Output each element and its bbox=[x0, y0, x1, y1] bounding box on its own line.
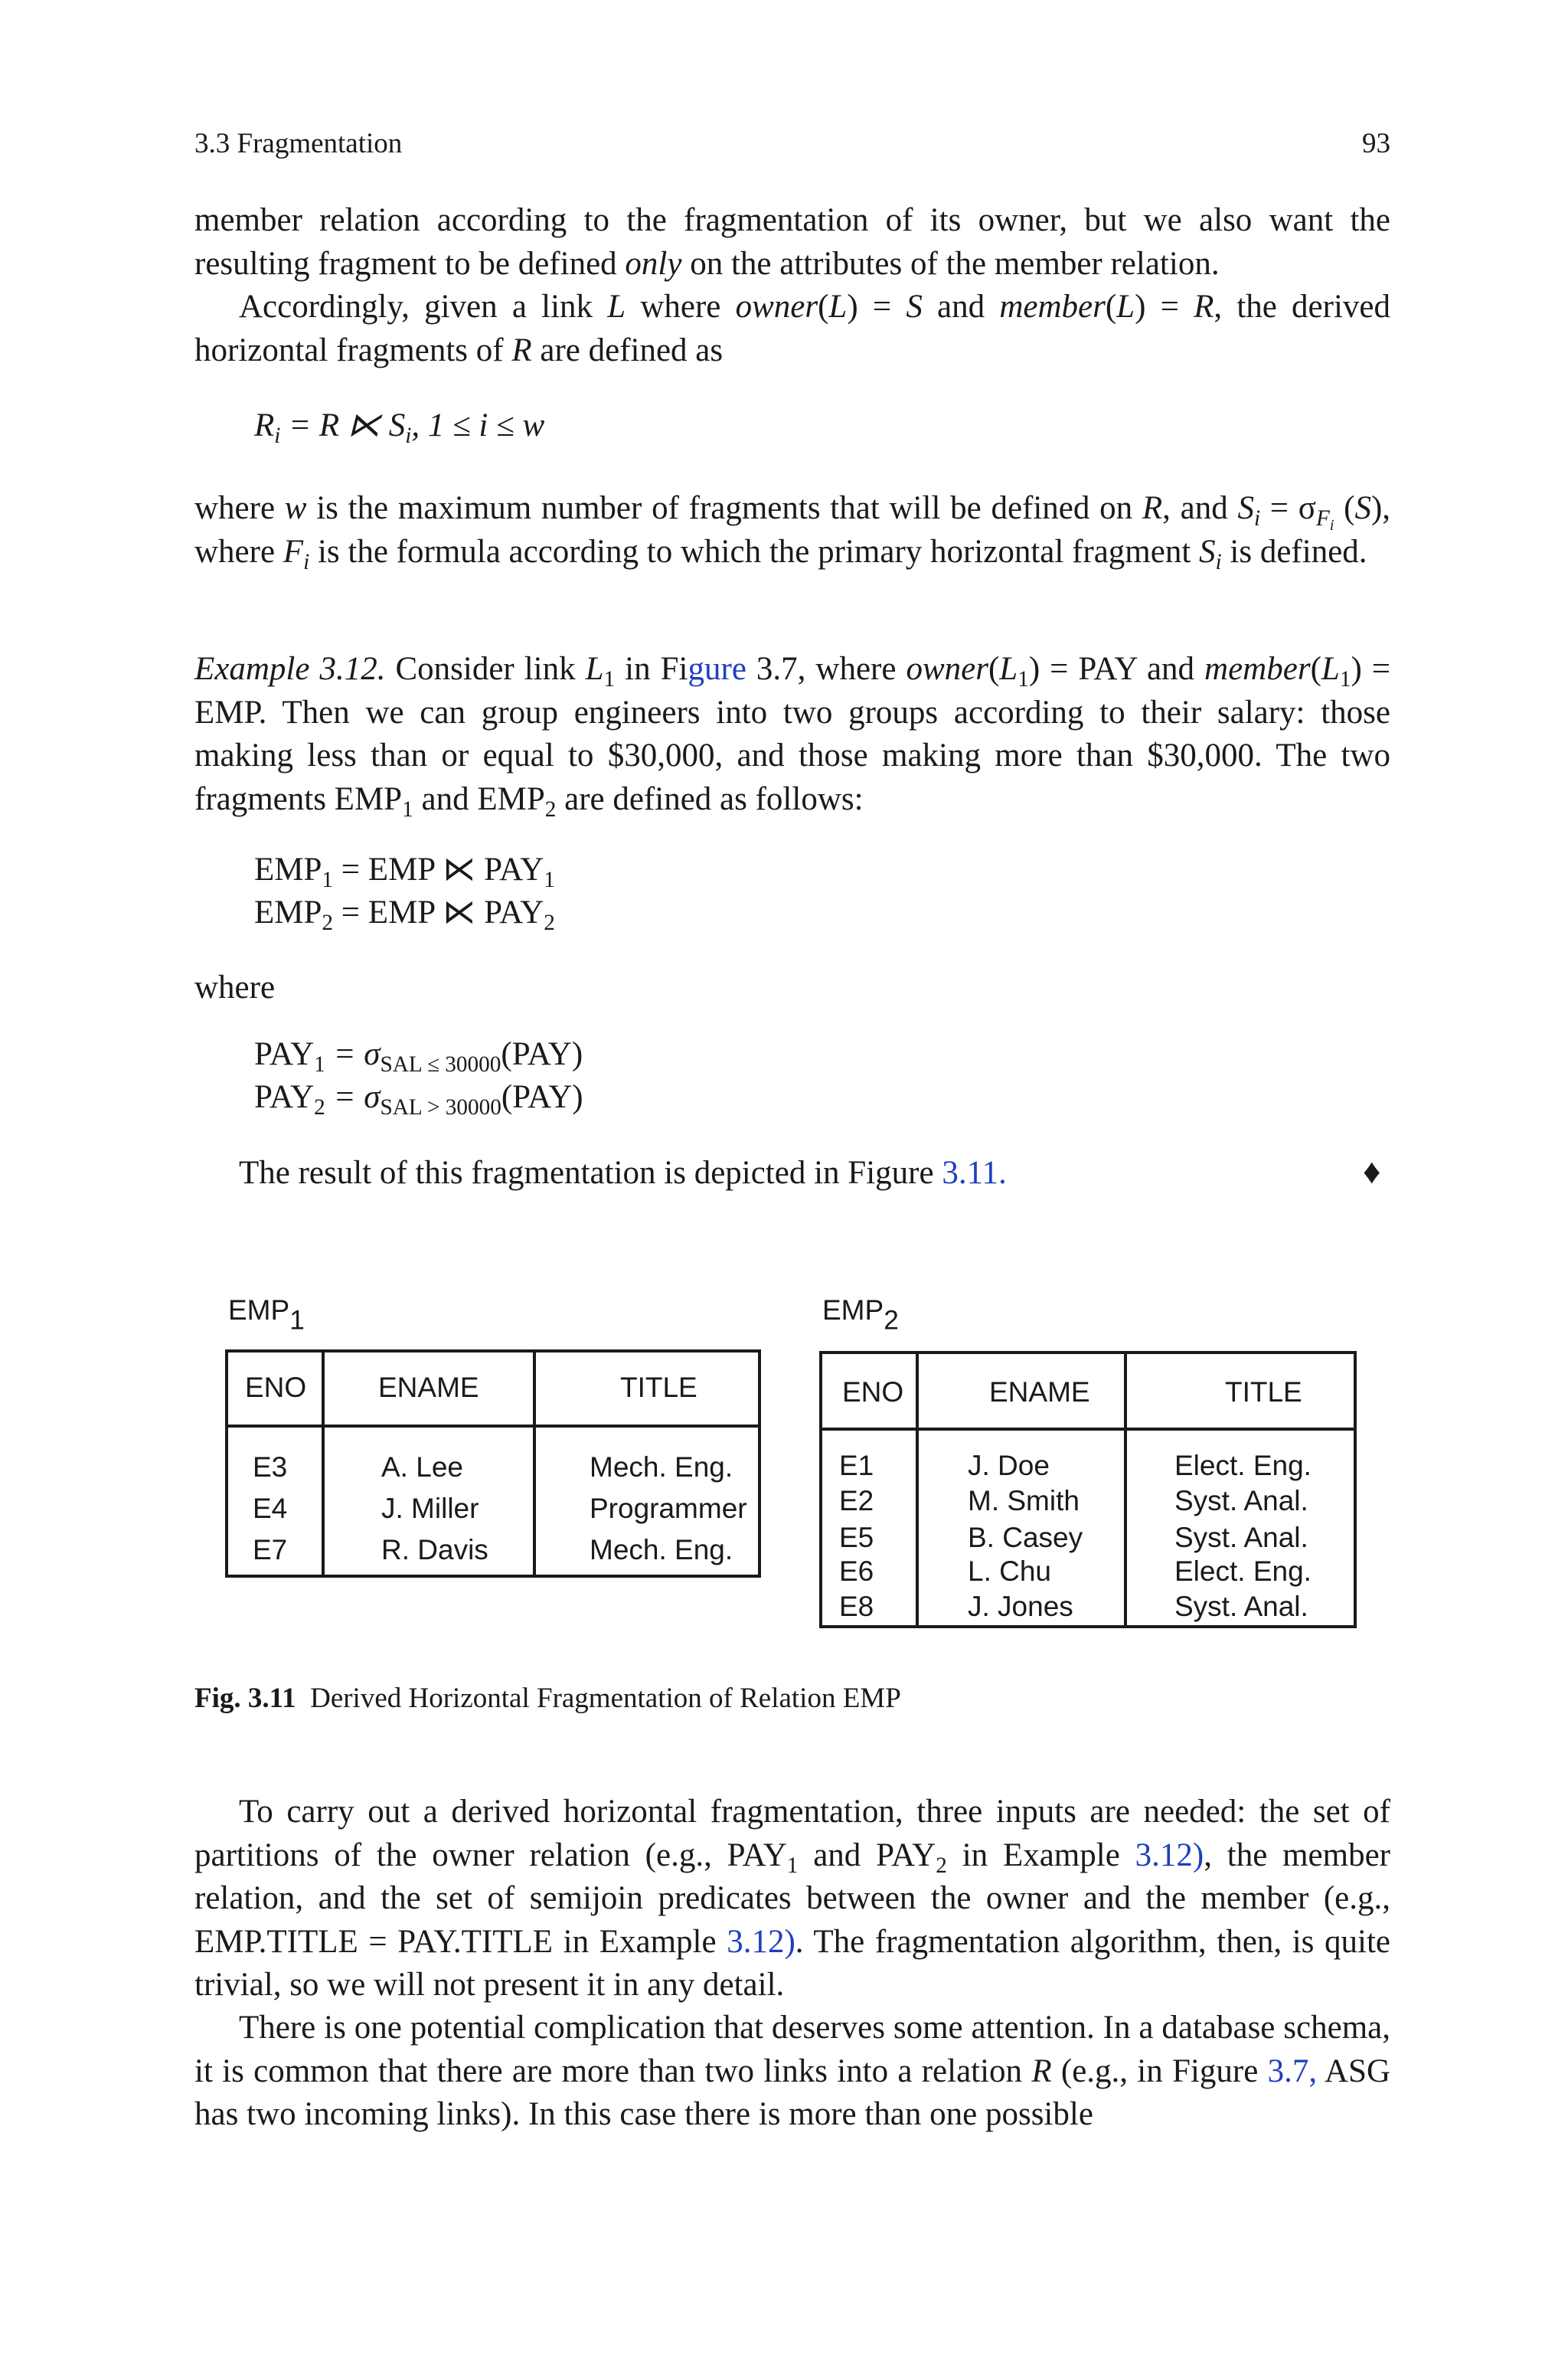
emp1-cell: E3 bbox=[253, 1451, 288, 1483]
page-number: 93 bbox=[1362, 128, 1390, 159]
emp2-cell: E1 bbox=[839, 1450, 874, 1481]
end-of-example-diamond-icon: ♦ bbox=[1363, 1152, 1381, 1191]
emp2-cell: E2 bbox=[839, 1485, 874, 1516]
emp2-cell: E5 bbox=[839, 1522, 874, 1553]
paragraph-5: The result of this fragmentation is depicted in Figure 3.11. bbox=[239, 1155, 1007, 1191]
paragraph-3: where w is the maximum number of fragments that will be defined on R, and $S_i = \sigma_{F_i}$ (S), where $F_i$ is the formula according to which the primary horizontal fragment $S_i$ is defined. bbox=[194, 490, 1391, 574]
example-link-3-12[interactable]: 3.12) bbox=[1135, 1837, 1204, 1873]
emp2-cell: E8 bbox=[839, 1591, 874, 1622]
emp2-header-title: TITLE bbox=[1225, 1376, 1302, 1408]
emp1-cell: Mech. Eng. bbox=[590, 1534, 733, 1565]
emp1-cell: A. Lee bbox=[381, 1451, 463, 1483]
emp2-cell: E6 bbox=[839, 1555, 874, 1587]
paragraph-7: There is one potential complication that deserves some attention. In a database schema, it is common that there are more than two links into a relation R (e.g., in Figure 3.7, ASG has two incoming links). In this case there is more than one possible bbox=[194, 2010, 1390, 2132]
emp2-cell: Elect. Eng. bbox=[1174, 1555, 1312, 1587]
emp1-cell: E4 bbox=[253, 1493, 288, 1524]
emp2-cell: M. Smith bbox=[968, 1485, 1080, 1516]
emp1-header-title: TITLE bbox=[620, 1372, 697, 1403]
emp1-cell: R. Davis bbox=[381, 1534, 488, 1565]
equation-derived-fragment: $R_i = R$ ⋉ $S_i$, 1 ≤ i ≤ w bbox=[254, 407, 545, 448]
emp2-cell: Syst. Anal. bbox=[1174, 1485, 1308, 1516]
where-text: where bbox=[194, 970, 276, 1006]
emp1-cell: E7 bbox=[253, 1534, 288, 1565]
figure-link-3-7-second[interactable]: 3.7, bbox=[1267, 2053, 1318, 2089]
figure-caption: Fig. 3.11 Derived Horizontal Fragmentation of Relation EMP bbox=[194, 1683, 901, 1714]
emp2-cell: Syst. Anal. bbox=[1174, 1522, 1308, 1553]
equation-pay2: $PAY_2 = \sigma_{SAL > 30000}(PAY)$ bbox=[254, 1079, 583, 1120]
equation-emp1: $EMP_1$ = EMP ⋉ $PAY_1$ bbox=[254, 852, 555, 892]
emp1-cell: Programmer bbox=[590, 1493, 747, 1524]
emp2-header-ename: ENAME bbox=[989, 1376, 1090, 1408]
emp2-table bbox=[819, 1351, 1357, 1628]
paragraph-2: Accordingly, given a link L where owner(L) = S and member(L) = R, the derived horizontal fragments of R are defined as bbox=[194, 289, 1390, 368]
figure-link-3-11[interactable]: 3.11. bbox=[942, 1155, 1007, 1191]
emp1-caption: $EMP_1$ bbox=[228, 1294, 305, 1336]
emp2-cell: L. Chu bbox=[968, 1555, 1052, 1587]
paragraph-6: To carry out a derived horizontal fragmentation, three inputs are needed: the set of partitions of the owner relation (e.g., $PAY_1$ and $PAY_2$ in Example 3.12), the member relation, and the set of semijoin predicates between the owner and the member (e.g., EMP.TITLE = PAY.TITLE in Example 3.12). The fragmentation algorithm, then, is quite trivial, so we will not present it in any detail. bbox=[194, 1794, 1391, 2003]
emp1-header-ename: ENAME bbox=[378, 1372, 479, 1403]
emp2-cell: B. Casey bbox=[968, 1522, 1083, 1553]
equation-pay1: $PAY_1 = \sigma_{SAL \le 30000}(PAY)$ bbox=[254, 1036, 583, 1077]
emp1-table bbox=[225, 1349, 761, 1578]
emp2-cell: Elect. Eng. bbox=[1174, 1450, 1312, 1481]
emp1-cell: Mech. Eng. bbox=[590, 1451, 733, 1483]
example-label: Example 3.12. bbox=[194, 651, 386, 687]
emp2-header-eno: ENO bbox=[842, 1376, 904, 1408]
emp1-cell: J. Miller bbox=[381, 1493, 479, 1524]
equation-emp2: $EMP_2$ = EMP ⋉ $PAY_2$ bbox=[254, 895, 555, 935]
running-header-section: 3.3 Fragmentation bbox=[194, 128, 403, 159]
emp2-cell: Syst. Anal. bbox=[1174, 1591, 1308, 1622]
figure-link-3-7[interactable]: gure bbox=[688, 651, 746, 687]
emp1-header-eno: ENO bbox=[245, 1372, 307, 1403]
emp2-cell: J. Jones bbox=[968, 1591, 1073, 1622]
emp2-caption: $EMP_2$ bbox=[822, 1294, 899, 1336]
emp2-cell: J. Doe bbox=[968, 1450, 1050, 1481]
example-3-12: Example 3.12. Consider link $L_1$ in Figure 3.7, where $owner(L_1)$ = PAY and $member(L_1)$ = EMP. Then we can group engineers into two groups according to their salary: those making less than or equal to $30,000, and those making more than $30,000. The two fragments $EMP_1$ and $EMP_2$ are defined as follows: bbox=[194, 651, 1391, 822]
paragraph-1: member relation according to the fragmentation of its owner, but we also want the resulting fragment to be defined only on the attributes of the member relation. bbox=[194, 202, 1390, 282]
example-link-3-12-second[interactable]: 3.12) bbox=[727, 1923, 795, 1960]
